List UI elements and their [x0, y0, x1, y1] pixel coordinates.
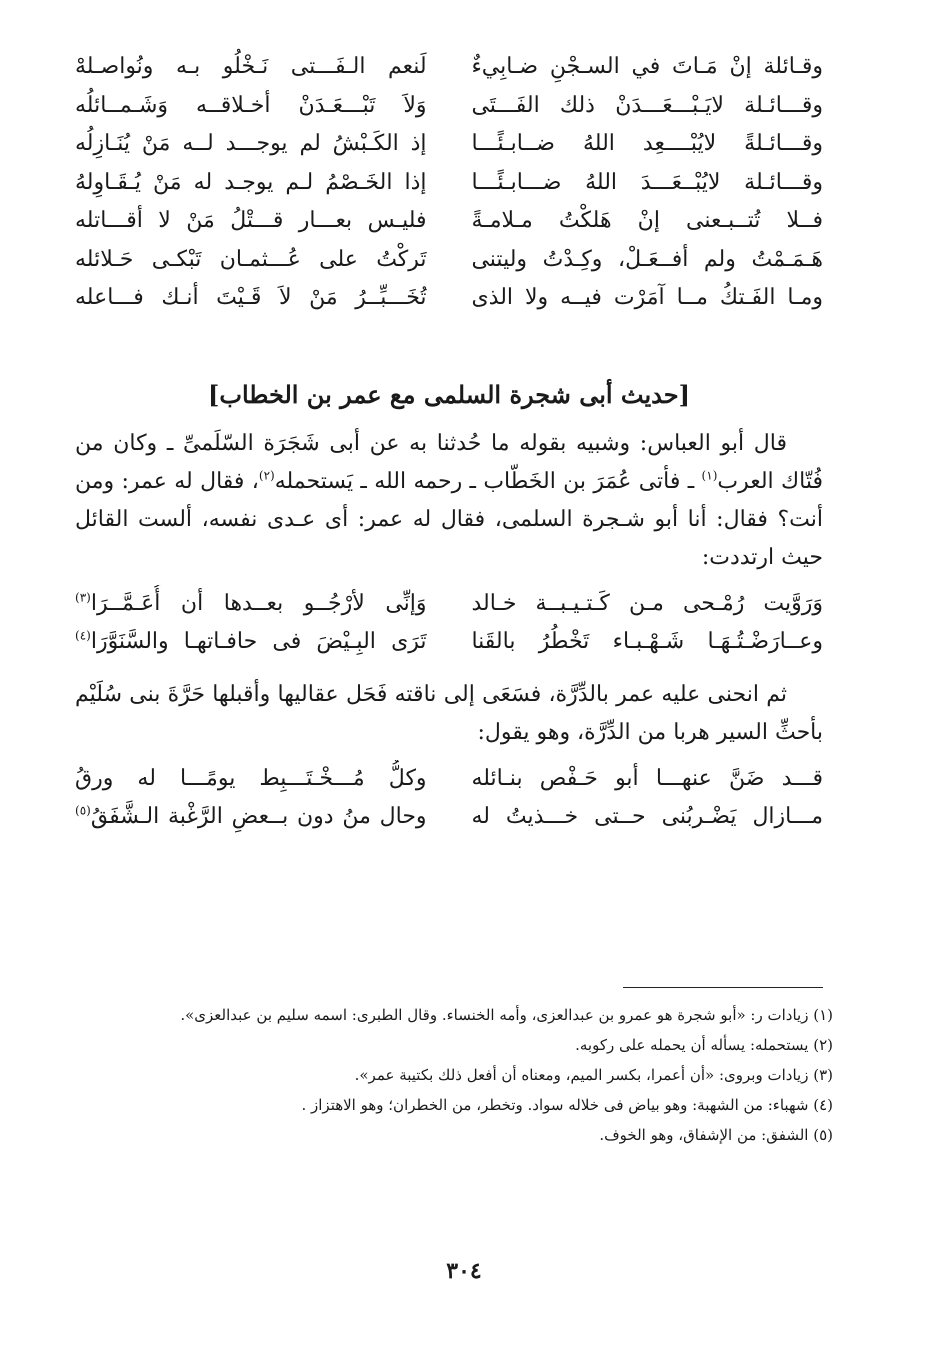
first-hemistich: وعــارَضْـتُـهَـا شَـهْـبـاء تَخْطُرُ بالقَنا — [471, 629, 823, 654]
second-hemistich: إذ الكَـبْشُ لم يوجـــد لــه مَنْ يُنَـازِلُه — [75, 131, 427, 156]
first-hemistich: هَـمَـمْتُ ولم أفــعَـلْ، وكِـدْتُ وليتنى — [471, 246, 823, 272]
footnote-ref-2[interactable]: (٢) — [258, 468, 275, 483]
footnote: (١) زيادات ر: «أبو شجرة هو عمرو بن عبدالعزى، وأمه الخنساء. وقال الطبرى: اسمه سليم بن عبدالعزى». — [180, 1006, 833, 1024]
first-hemistich: مـــازال يَضْـربُنى حــتى خـــذيتُ له — [471, 804, 823, 829]
second-hemistich: فليـس بعـــار قـــتْلُ مَنْ لا أقـــاتله — [75, 208, 427, 233]
first-hemistich: وقـــائـلةً لايُبْــــعِد اللهُ ضــابـئًـــا — [471, 131, 823, 156]
second-hemistich: لَنعم الـفَـــتى نَـخْلُو بـه ونُواصـلهْ — [75, 54, 427, 79]
first-hemistich: فــلا تُتــبـعنى إنْ هَلكْتُ مـلامـةً — [471, 208, 823, 233]
paragraph-1-part-3: ، فقال له عمر: ومن أنت؟ فقال: أنا أبو شـجرة السلمى، فقال له عمر: أى عـدى نفسه، ألست القائل حيث ارتددت: — [75, 468, 823, 570]
footnote-divider — [623, 987, 823, 988]
page-body — [75, 48, 823, 837]
first-hemistich: وقـائلة إنْ مَـاتَ في السـجْنِ ضـابِيءٌ — [471, 54, 823, 79]
poem-block-1 — [75, 48, 823, 318]
verse-line — [75, 48, 823, 87]
page-number: ٣٠٤ — [446, 1258, 482, 1284]
first-hemistich: وَرَوَّيت رُمْـحى مـن كَـتـيـبــة خـالد — [471, 590, 823, 616]
verse-line — [75, 760, 823, 799]
paragraph-1 — [75, 425, 823, 577]
verse-line — [75, 623, 823, 662]
poem-block-3 — [75, 760, 823, 837]
footnote: (٣) زيادات وبروى: «أن أعمرا، بكسر الميم، ومعناه أن أفعل ذلك بكتيبة عمر». — [354, 1066, 833, 1084]
second-hemistich: تَركْتُ على عُـــثمـان تَبْكـى حَـلائله — [75, 246, 427, 272]
second-hemistich: وكلُّ مُـــخْـتَـــبِط يومًـــا له ورقُ — [75, 765, 427, 791]
section-heading: [حديث أبى شجرة السلمى مع عمر بن الخطاب] — [208, 379, 690, 409]
footnote: (٤) شهباء: من الشهبة: وهو بياض فى خلاله سواد. وتخطر، من الخطران؛ وهو الاهتزاز . — [301, 1096, 833, 1114]
verse-line — [75, 164, 823, 203]
verse-line — [75, 241, 823, 280]
verse-line — [75, 202, 823, 241]
verse-line — [75, 585, 823, 624]
second-hemistich: وَإنِّى لأرْجُــو بعــدها أن أُعَـمَّــرَا$^{(٣)}$ — [75, 590, 427, 616]
footnote-ref-3[interactable]: (٣) — [75, 590, 91, 605]
verse-line — [75, 87, 823, 126]
second-hemistich: وحال منُ دون بــعضِ الرَّغْبة الـشَّفَقُ$^{(٥)}$ — [75, 803, 427, 829]
second-hemistich: تَرَى البِـيْضَ فى حافـاتهـا والسَّنَوَّرَا$^{(٤)}$ — [75, 628, 427, 654]
verse-line — [75, 125, 823, 164]
second-hemistich: تُخَـــبِّــرُ مَنْ لاَ قَـيْتَ أنـك فـــاعله — [75, 285, 427, 310]
footnote: (٢) يستحمله: يسأله أن يحمله على ركوبه. — [575, 1036, 833, 1054]
footnote-ref-5[interactable]: (٥) — [75, 803, 91, 818]
footnote-ref-4[interactable]: (٤) — [75, 628, 91, 643]
paragraph-1-part-1: قال أبو العباس: وشبيه بقوله ما حُدثنا به عن أبى شَجَرَة السّلَمىِّ ـ وكان من فُتّاك العرب — [75, 430, 823, 494]
paragraph-2: ثم انحنى عليه عمر بالدِّرَّة، فسَعَى إلى ناقته فَحَل عقاليها وأقبلها حَرَّةَ بنى سُلَيْم بأحثِّ السير هربا من الدِّرَّة، وهو يقول: — [75, 681, 823, 745]
first-hemistich: وقـــائـلة لايَـبْـــعَـــدَنْ ذلك الفَـــتَى — [471, 92, 823, 118]
first-hemistich: قـــد ضَنَّ عنهـــا أبو حَـفْص بنـائله — [471, 765, 823, 791]
second-hemistich: وَلاَ تَبْـــعَـدَنْ أخـلاقــه وَشَـمــائلُه — [75, 92, 427, 118]
second-hemistich: إذا الخَـصْمُ لـم يوجـد له مَنْ يُـقَـاوِلهُ — [75, 169, 427, 195]
footnote-ref-1[interactable]: (١) — [701, 468, 718, 483]
footnote: (٥) الشفق: من الإشفاق، وهو الخوف. — [599, 1126, 833, 1144]
first-hemistich: ومـا الفَـتكُ مــا آمَرْت فيــه ولا الذى — [471, 285, 823, 310]
verse-line — [75, 798, 823, 837]
first-hemistich: وقـــائـلة لايُبْــعَـــدَ اللهُ ضـــابـئًـــا — [471, 169, 823, 195]
poem-block-2 — [75, 585, 823, 662]
verse-line — [75, 279, 823, 318]
paragraph-1-part-2: ـ فأتى عُمَرَ بن الخَطّاب ـ رحمه الله ـ يَستحمله — [274, 468, 702, 494]
footnotes — [75, 1000, 833, 1150]
